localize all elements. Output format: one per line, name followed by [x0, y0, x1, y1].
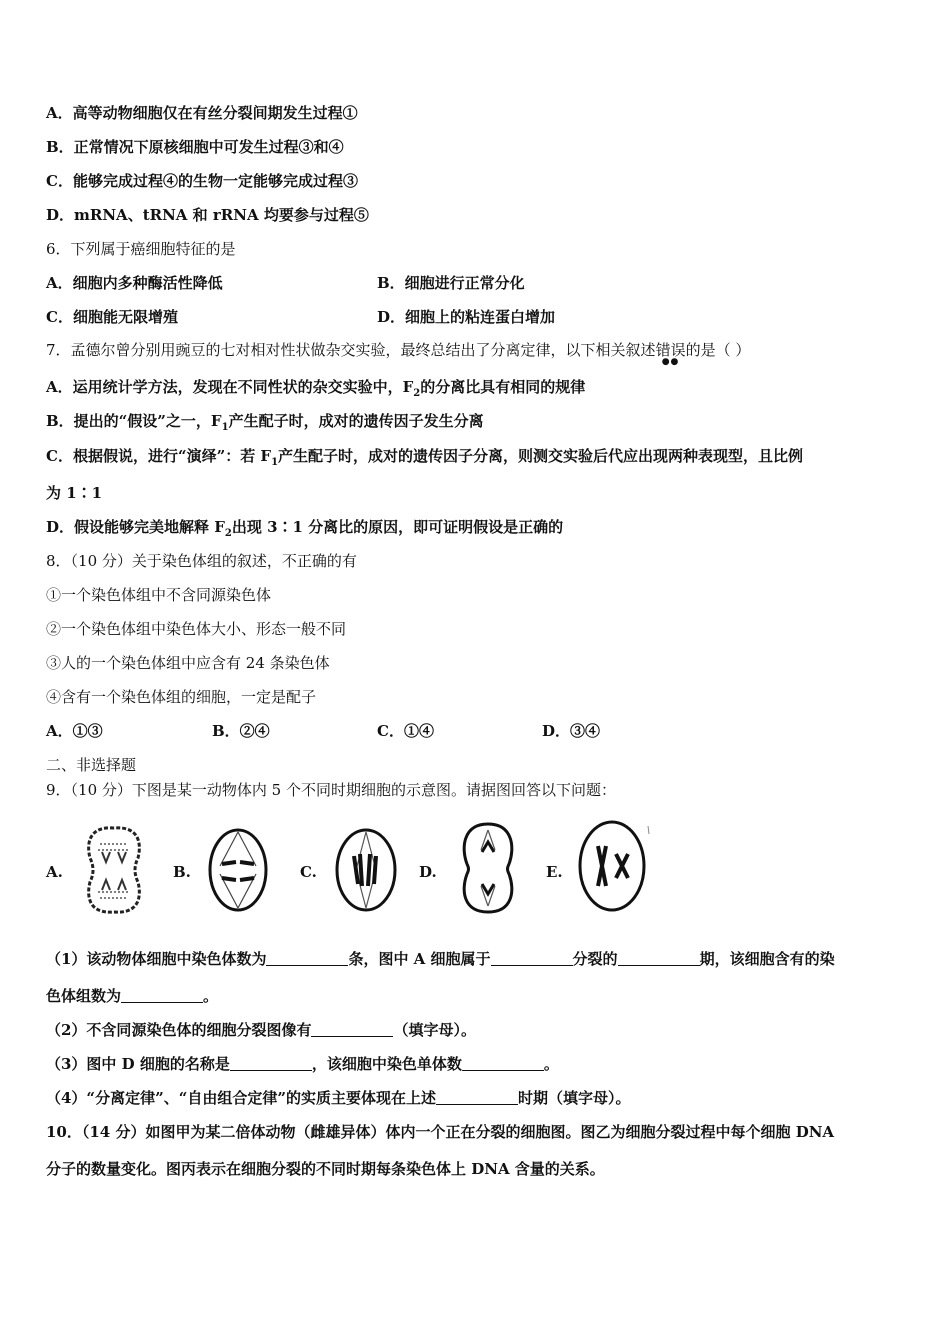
q7-b-sub: 1 — [221, 422, 229, 433]
q7-stem-emph-text: 错误 — [655, 341, 686, 359]
q7-d-sub: 2 — [224, 528, 232, 539]
q7-b-post: 产生配子时，成对的遗传因子发生分离 — [228, 412, 484, 430]
q6-option-b: B．细胞进行正常分化 — [377, 274, 525, 292]
q7-c-post: 产生配子时，成对的遗传因子分离，则测交实验后代应出现两种表现型，且比例 — [278, 447, 804, 465]
cell-b-metaphase-i-icon — [206, 826, 270, 914]
q9-p1-text-c: 分裂的 — [572, 950, 618, 968]
answer-blank-4[interactable] — [121, 988, 203, 1003]
q8-stem: 8．（10 分）关于染色体组的叙述，不正确的有 — [46, 552, 357, 570]
answer-blank-6[interactable] — [230, 1056, 312, 1071]
answer-blank-7[interactable] — [462, 1056, 544, 1071]
q7-d-post: 出现 3∶1 分离比的原因，即可证明假设是正确的 — [231, 518, 564, 536]
answer-blank-1[interactable] — [266, 951, 348, 966]
q5-option-a: A．高等动物细胞仅在有丝分裂间期发生过程① — [46, 104, 358, 122]
q7-option-c-cont: 为 1∶1 — [46, 484, 103, 502]
q10-line-2: 分子的数量变化。图丙表示在细胞分裂的不同时期每条染色体上 DNA 含量的关系。 — [46, 1160, 605, 1178]
cell-c-metaphase-icon — [334, 826, 398, 914]
section-2-title: 二、非选择题 — [46, 756, 137, 774]
q8-option-a: A．①③ — [46, 722, 103, 740]
q7-stem-after: 的是（ ） — [685, 341, 751, 359]
q9-p1-text-e: 色体组数为 — [46, 987, 122, 1005]
cell-label-c: C. — [300, 863, 317, 881]
q7-option-d — [46, 517, 563, 544]
q7-stem-emphasis — [655, 341, 686, 367]
q7-stem-before: 7．孟德尔曾分别用豌豆的七对相对性状做杂交实验，最终总结出了分离定律，以下相关叙述 — [46, 341, 656, 359]
q7-c-pre: C．根据假说，进行“演绎”：若 F — [46, 447, 272, 465]
q9-p1-text-d: 期，该细胞含有的染 — [699, 950, 835, 968]
cell-d-anaphase-ii-icon — [455, 820, 521, 916]
q10-line-1: 10．（14 分）如图甲为某二倍体动物（雌雄异体）体内一个正在分裂的细胞图。图乙为细胞分裂过程中每个细胞 DNA — [46, 1123, 835, 1141]
q9-part-1 — [46, 949, 835, 969]
q8-option-c: C．①④ — [377, 722, 434, 740]
q9-p2-text-a: （2）不含同源染色体的细胞分裂图像有 — [46, 1021, 312, 1039]
cell-a-anaphase-icon — [80, 822, 148, 918]
cell-label-e: E. — [546, 863, 563, 881]
answer-blank-3[interactable] — [618, 951, 700, 966]
q9-p1-text-b: 条，图中 A 细胞属于 — [348, 950, 491, 968]
q8-statement-3: ③人的一个染色体组中应含有 24 条染色体 — [46, 654, 330, 672]
q8-statement-4: ④含有一个染色体组的细胞，一定是配子 — [46, 688, 317, 706]
q6-option-a: A．细胞内多种酶活性降低 — [46, 274, 223, 292]
q9-part-3 — [46, 1054, 559, 1074]
q9-p1-text-f: 。 — [203, 987, 219, 1005]
q7-a-sub: 2 — [413, 388, 421, 399]
q9-p4-text-a: （4）“分离定律”、“自由组合定律”的实质主要体现在上述 — [46, 1089, 436, 1107]
cell-label-a: A. — [46, 863, 63, 881]
cell-label-d: D. — [419, 863, 437, 881]
q8-statement-1: ①一个染色体组中不含同源染色体 — [46, 586, 272, 604]
q9-p4-text-b: 时期（填字母）。 — [517, 1089, 631, 1107]
answer-blank-2[interactable] — [491, 951, 573, 966]
q8-option-b: B．②④ — [212, 722, 270, 740]
q9-part-4 — [46, 1088, 630, 1108]
answer-blank-8[interactable] — [436, 1090, 518, 1105]
q5-option-d: D．mRNA、tRNA 和 rRNA 均要参与过程⑤ — [46, 206, 369, 224]
q9-part-1-cont — [46, 986, 218, 1006]
q5-option-c: C．能够完成过程④的生物一定能够完成过程③ — [46, 172, 358, 190]
cell-e-prophase-icon — [576, 816, 652, 914]
q9-p3-text-b: ，该细胞中染色单体数 — [311, 1055, 462, 1073]
q9-part-2 — [46, 1020, 476, 1040]
q9-p3-text-c: 。 — [543, 1055, 559, 1073]
q7-option-c — [46, 446, 803, 473]
q8-option-d: D．③④ — [542, 722, 601, 740]
q8-statement-2: ②一个染色体组中染色体大小、形态一般不同 — [46, 620, 347, 638]
q9-p1-text-a: （1）该动物体细胞中染色体数为 — [46, 950, 267, 968]
cell-label-b: B. — [173, 863, 191, 881]
q6-stem: 6．下列属于癌细胞特征的是 — [46, 240, 236, 258]
q7-option-b — [46, 411, 484, 438]
emphasis-dots-icon: ●● — [661, 357, 680, 367]
q9-p2-text-b: （填字母）。 — [393, 1021, 476, 1039]
q7-c-sub: 1 — [271, 457, 279, 468]
q7-option-a — [46, 377, 585, 404]
q7-a-post: 的分离比具有相同的规律 — [420, 378, 586, 396]
q7-a-pre: A．运用统计学方法，发现在不同性状的杂交实验中，F — [46, 378, 414, 396]
q6-option-c: C．细胞能无限增殖 — [46, 308, 178, 326]
q6-option-d: D．细胞上的粘连蛋白增加 — [377, 308, 556, 326]
q5-option-b: B．正常情况下原核细胞中可发生过程③和④ — [46, 138, 344, 156]
q7-b-pre: B．提出的“假设”之一，F — [46, 412, 222, 430]
answer-blank-5[interactable] — [311, 1022, 393, 1037]
q7-stem — [46, 340, 751, 367]
q9-p3-text-a: （3）图中 D 细胞的名称是 — [46, 1055, 230, 1073]
q9-stem: 9．（10 分）下图是某一动物体内 5 个不同时期细胞的示意图。请据图回答以下问题： — [46, 781, 616, 799]
q7-d-pre: D．假设能够完美地解释 F — [46, 518, 225, 536]
